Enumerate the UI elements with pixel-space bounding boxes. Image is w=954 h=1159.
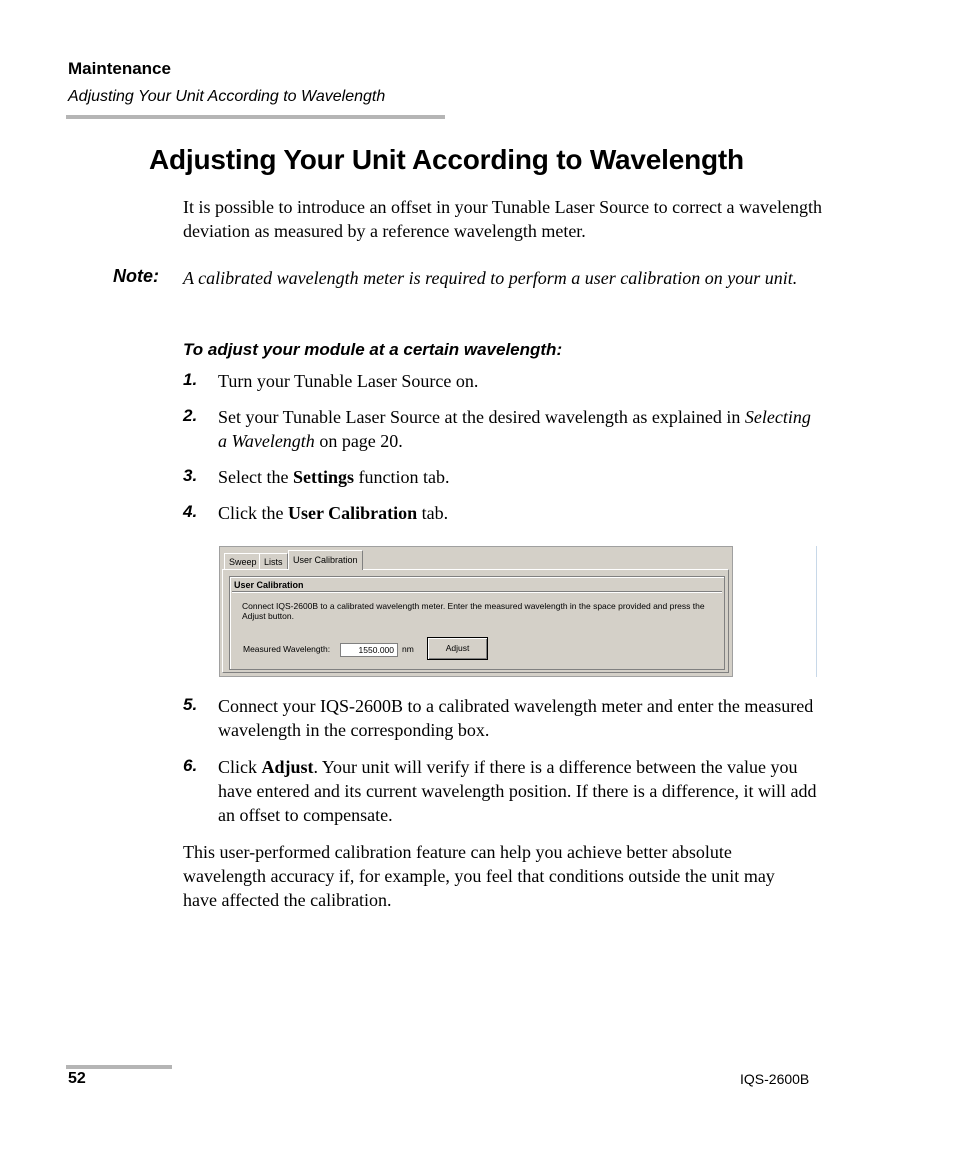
step-text: Set your Tunable Laser Source at the desired wavelength as explained in Selecting a Wavelength on page 20. [218, 407, 811, 451]
closing-paragraph: This user-performed calibration feature can help you achieve better absolute wavelength accuracy if, for example, you feel that conditions outside the unit may have affected the calibration. [183, 842, 775, 910]
procedure-heading: To adjust your module at a certain wavelength: [183, 340, 563, 359]
product-name: IQS-2600B [740, 1071, 810, 1087]
step-number: 1. [183, 370, 198, 389]
page-title: Adjusting Your Unit According to Wavelength [149, 144, 744, 175]
measured-wavelength-label: Measured Wavelength: [243, 644, 331, 654]
running-header-subsection: Adjusting Your Unit According to Wavelength [68, 88, 386, 105]
step-number: 2. [183, 406, 198, 425]
user-calibration-group [229, 576, 725, 670]
step-text: Select the Settings function tab. [218, 467, 450, 487]
adjust-button[interactable]: Adjust [427, 637, 488, 660]
user-calibration-screenshot [219, 546, 733, 677]
intro-paragraph: It is possible to introduce an offset in your Tunable Laser Source to correct a wavelength deviation as measured by a reference wavelength meter. [183, 197, 823, 241]
running-header-section: Maintenance [68, 59, 171, 78]
step-text: Click the User Calibration tab. [218, 503, 449, 523]
wavelength-unit: nm [402, 644, 414, 654]
group-title: User Calibration [234, 580, 304, 590]
cross-reference: Selecting a Wavelength [218, 407, 811, 451]
tab-panel [222, 569, 729, 673]
tab-user-calibration[interactable]: User Calibration [288, 550, 363, 570]
note-label: Note: [113, 266, 159, 286]
page-number: 52 [68, 1070, 86, 1087]
step-number: 3. [183, 466, 198, 485]
header-rule [66, 115, 445, 119]
step-number: 4. [183, 502, 198, 521]
step-text: Turn your Tunable Laser Source on. [218, 371, 479, 391]
step-text: Connect your IQS-2600B to a calibrated wavelength meter and enter the measured wavelength in the corresponding box. [218, 696, 814, 740]
group-divider [232, 591, 722, 592]
note-text: A calibrated wavelength meter is required to perform a user calibration on your unit. [183, 268, 798, 288]
step-number: 5. [183, 695, 198, 714]
footer-rule [66, 1065, 172, 1069]
step-text: Click Adjust. Your unit will verify if there is a difference between the value you have entered and its current wavelength position. If there is a difference, it will add an offset to compensate. [218, 757, 817, 825]
measured-wavelength-input[interactable]: 1550.000 [340, 643, 398, 657]
tab-lists[interactable]: Lists [259, 553, 288, 569]
screenshot-edge [816, 546, 817, 677]
instruction-text: Connect IQS-2600B to a calibrated wavelength meter. Enter the measured wavelength in the space provided and press the Adjust button. [242, 601, 705, 621]
tab-sweep[interactable]: Sweep [224, 553, 262, 569]
step-number: 6. [183, 756, 198, 775]
